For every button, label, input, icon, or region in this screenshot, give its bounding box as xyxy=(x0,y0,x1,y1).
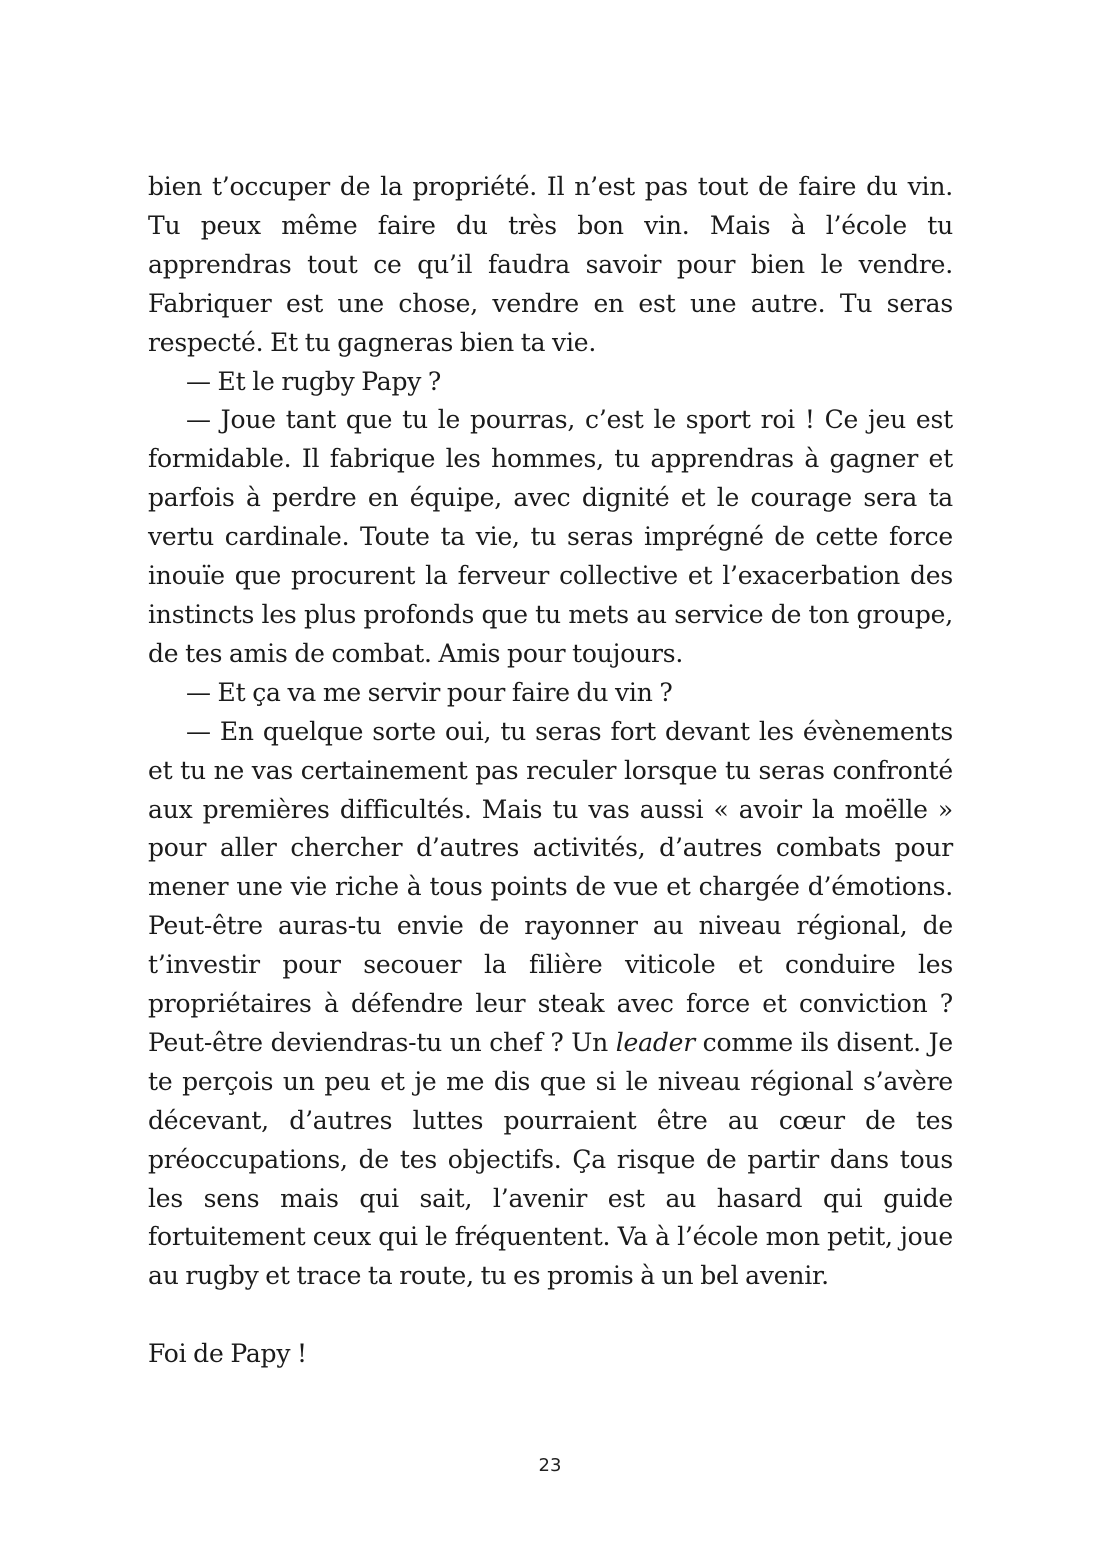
dialogue-question-rugby: — Et le rugby Papy ? xyxy=(186,366,442,396)
paragraph-opening: bien t’occuper de la propriété. Il n’est pas tout de faire du vin. Tu peux même faire du très bon vin. Mais à l’école tu apprendras tout ce qu’il faudra savoir pour bien le vendre. Fabriquer est une chose, vendre en est une autre. Tu seras respecté. Et tu gagneras bien ta vie. xyxy=(148,172,953,357)
answer-text-start: — En quelque sorte oui, tu seras fort devant les évènements et tu ne vas certainement pas reculer lorsque tu seras confronté aux premières difficultés. Mais tu vas aussi « avoir la moëlle » pour aller chercher d’autres activités, d’autres combats pour mener une vie riche à tous points de vue et chargée d’émotions. Peut-être auras-tu envie de rayonner au niveau régional, de t’investir pour secouer la filière viticole et conduire les propriétaires à défendre leur steak avec force et conviction ? Peut-être deviendras-tu un chef ? Un xyxy=(148,716,953,1057)
page-number: 23 xyxy=(538,1455,562,1476)
dialogue-answer-rugby: — Joue tant que tu le pourras, c’est le sport roi ! Ce jeu est formidable. Il fabrique les hommes, tu apprendras à gagner et parfois à perdre en équipe, avec dignité et le courage sera ta vertu cardinale. Toute ta vie, tu seras imprégné de cette force inouïe que procurent la ferveur collective et l’exacerbation des instincts les plus profonds que tu mets au service de ton groupe, de tes amis de combat. Amis pour toujours. xyxy=(148,405,953,668)
answer-text-end: comme ils disent. Je te perçois un peu et je me dis que si le niveau régional s’avère décevant, d’autres luttes pourraient être au cœur de tes préoccupations, de tes objectifs. Ça risque de partir dans tous les sens mais qui sait, l’avenir est au hasard qui guide fortuitement ceux qui le fréquentent. Va à l’école mon petit, joue au rugby et trace ta route, tu es promis à un bel avenir. xyxy=(148,1027,953,1291)
dialogue-question-wine: — Et ça va me servir pour faire du vin ? xyxy=(186,677,673,707)
signature-line: Foi de Papy ! xyxy=(148,1339,307,1369)
answer-italic-word: leader xyxy=(615,1027,695,1057)
page-body xyxy=(148,168,953,1374)
dialogue-answer-future xyxy=(148,713,953,1297)
